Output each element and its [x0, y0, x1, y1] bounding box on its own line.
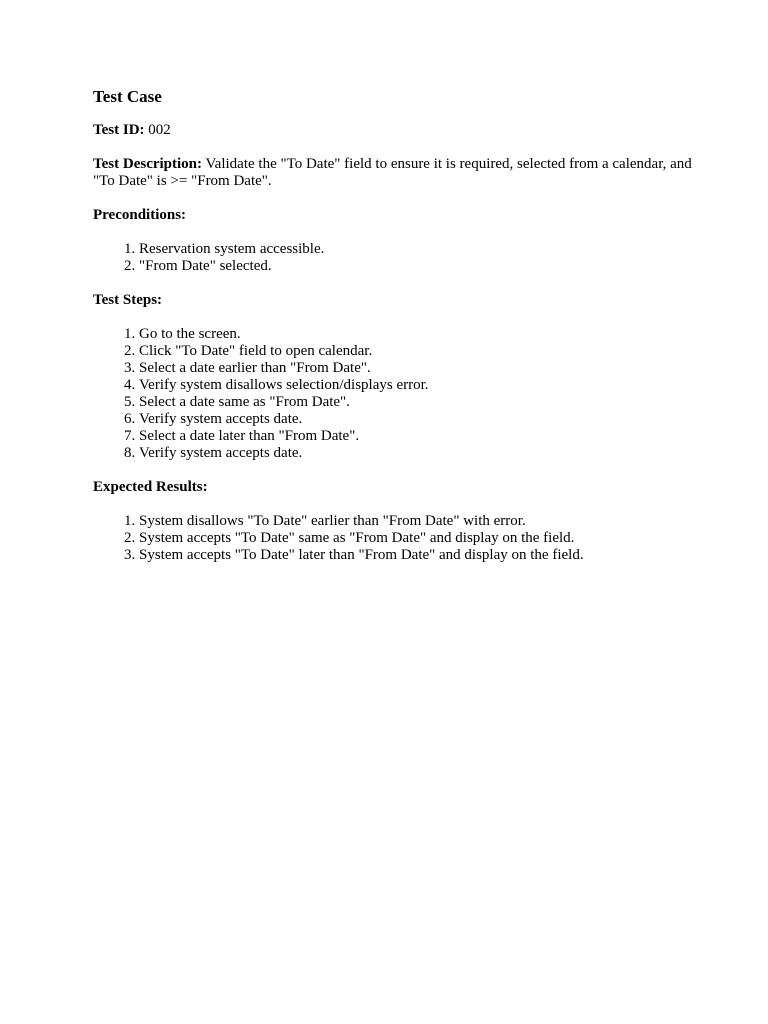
document-title: Test Case: [93, 87, 162, 106]
list-item: 6. Verify system accepts date.: [139, 411, 713, 428]
list-item: 2. "From Date" selected.: [139, 258, 713, 275]
test-description-label: Test Description:: [93, 156, 203, 172]
list-item: 4. Verify system disallows selection/displays error.: [139, 377, 713, 394]
test-id-value: 002: [148, 122, 171, 138]
list-item: 1. Reservation system accessible.: [139, 241, 713, 258]
preconditions-list: [93, 241, 713, 275]
list-item: 3. Select a date earlier than "From Date".: [139, 360, 713, 377]
test-description-text: Validate the "To Date" field to ensure it is required, selected from a calendar, and "To Date" is >= "From Date".: [93, 156, 692, 189]
expected-results-list: [93, 513, 713, 564]
test-steps-heading: Test Steps:: [93, 292, 163, 308]
test-description: [93, 156, 713, 190]
list-item: 2. Click "To Date" field to open calendar.: [139, 343, 713, 360]
list-item: 2. System accepts "To Date" same as "From Date" and display on the field.: [139, 530, 713, 547]
test-steps-list: [93, 326, 713, 462]
list-item: 3. System accepts "To Date" later than "From Date" and display on the field.: [139, 547, 713, 564]
preconditions-heading: Preconditions:: [93, 207, 187, 223]
expected-results-heading: Expected Results:: [93, 479, 208, 495]
list-item: 7. Select a date later than "From Date".: [139, 428, 713, 445]
list-item: 1. Go to the screen.: [139, 326, 713, 343]
list-item: 1. System disallows "To Date" earlier than "From Date" with error.: [139, 513, 713, 530]
test-id-label: Test ID:: [93, 122, 145, 138]
list-item: 5. Select a date same as "From Date".: [139, 394, 713, 411]
test-id-line: [93, 122, 713, 139]
list-item: 8. Verify system accepts date.: [139, 445, 713, 462]
document-page: [93, 86, 713, 581]
